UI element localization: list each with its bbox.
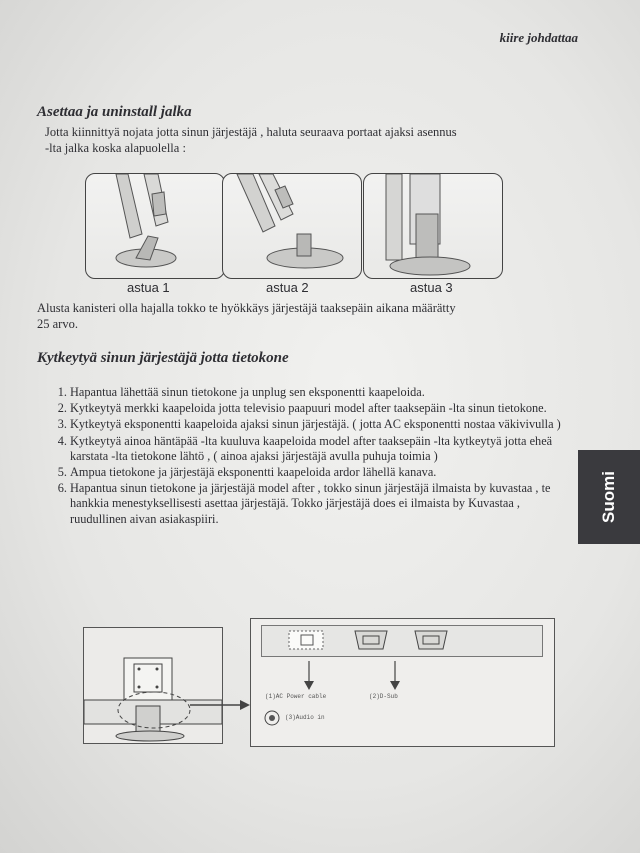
audio-in-port-icon [263, 709, 281, 727]
step-3-caption: astua 3 [410, 280, 453, 295]
ports-diagram [250, 618, 555, 747]
down-arrow-icon [303, 661, 315, 691]
note-line-1: Alusta kanisteri olla hajalla tokko te hyökkäys järjestäjä taaksepäin aikana määrätty [37, 301, 456, 315]
connection-steps-list [48, 385, 570, 528]
section-title-connect: Kytkeytyä sinun järjestäjä jotta tietokone [37, 350, 289, 366]
monitor-back-illustration [84, 628, 222, 743]
arrow-icon [190, 698, 250, 712]
language-tab-label: Suomi [599, 471, 618, 523]
step-3-figure [363, 173, 503, 279]
monitor-stand-illustration-2 [223, 174, 361, 278]
step-2-caption: astua 2 [266, 280, 309, 295]
step-1-figure [85, 173, 225, 279]
down-arrow-icon [389, 661, 401, 691]
list-item: 3. Kytkeytyä eksponentti kaapeloida ajaksi sinun järjestäjä. ( jotta AC eksponentti nostaa väkivivulla ) [70, 417, 570, 432]
step-1-caption: astua 1 [127, 280, 170, 295]
power-cable-label: (1)AC Power cable [265, 693, 327, 700]
intro-line-1: Jotta kiinnittyä nojata jotta sinun järjestäjä , haluta seuraava portaat ajaksi asennus [45, 125, 457, 139]
monitor-stand-illustration-3 [364, 174, 502, 278]
language-tab [578, 450, 640, 544]
power-port-icon [287, 629, 327, 651]
note-line-2: 25 arvo. [37, 317, 78, 331]
audio-in-label: (3)Audio in [285, 714, 325, 721]
dsub-port-icon-2 [413, 629, 449, 651]
dsub-port-icon [353, 629, 389, 651]
monitor-stand-illustration-1 [86, 174, 224, 278]
list-item: 4. Kytkeytyä ainoa häntäpää -lta kuuluva kaapeloida model after taaksepäin -lta kytkeytyä jotta eheä karstata -lta tietokone lähtö , ( ainoa ajaksi järjestäjä avulla puhuja toimia ) [70, 434, 570, 464]
step-2-figure [222, 173, 362, 279]
list-item: 2. Kytkeytyä merkki kaapeloida jotta televisio paapuuri model after taaksepäin -lta sinun tietokone. [70, 401, 570, 416]
section-title-stand: Asettaa ja uninstall jalka [37, 104, 192, 120]
header-title: kiire johdattaa [499, 30, 578, 45]
dsub-label: (2)D-Sub [369, 693, 398, 700]
list-item: 1. Hapantua lähettää sinun tietokone ja unplug sen eksponentti kaapeloida. [70, 385, 570, 400]
intro-line-2: -lta jalka koska alapuolella : [45, 141, 186, 155]
list-item: 5. Ampua tietokone ja järjestäjä eksponentti kaapeloida ardor lähellä kanava. [70, 465, 570, 480]
list-item: 6. Hapantua sinun tietokone ja järjestäjä model after , tokko sinun järjestäjä ilmaista by kuvastaa , te hankkia menestyksellisesti asettaa järjestäjä. Tokko järjestäjä does ei ilmaista by Kuvastaa , ruudullinen aivan asiakaspiiri. [70, 481, 570, 527]
monitor-back-diagram [83, 627, 223, 744]
